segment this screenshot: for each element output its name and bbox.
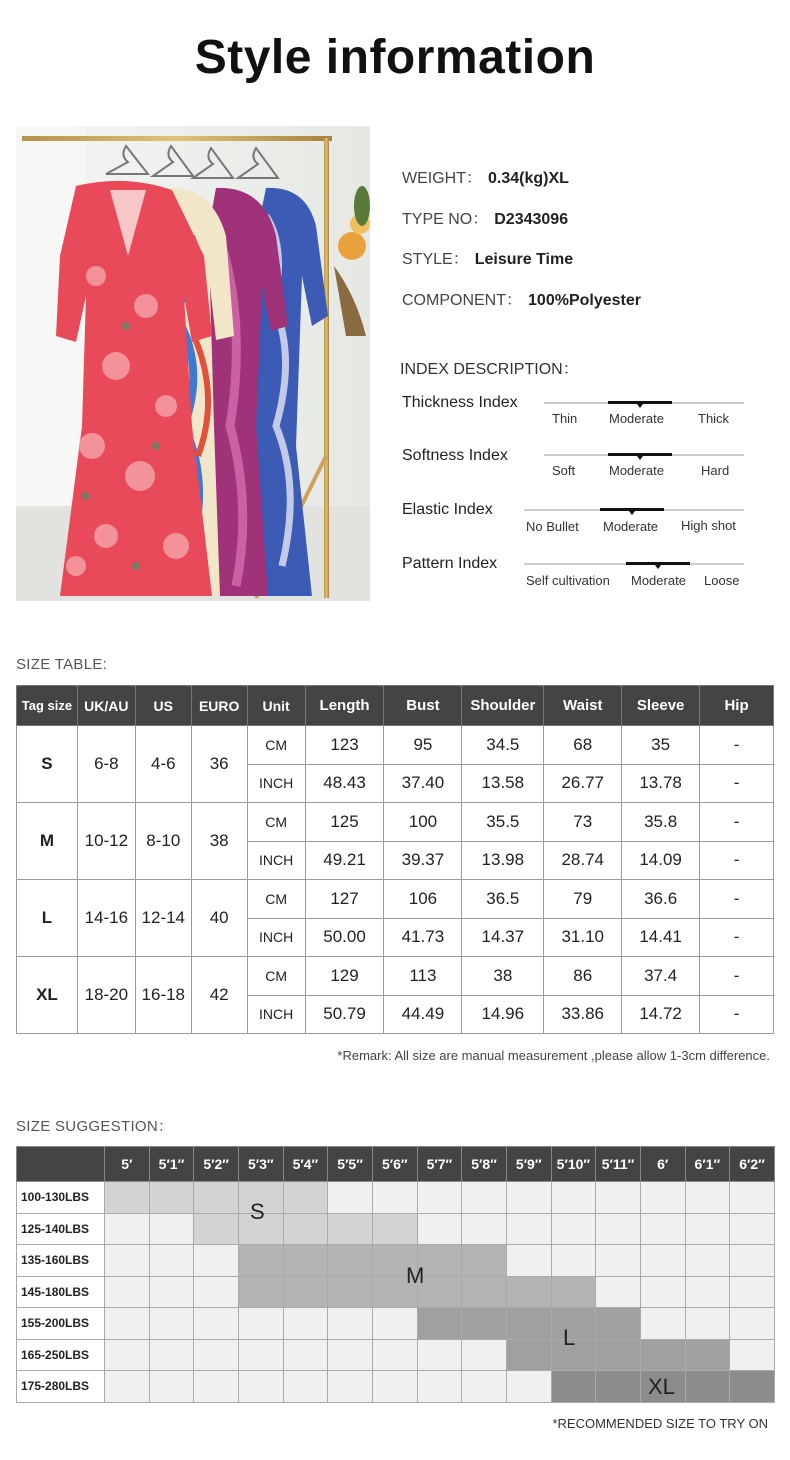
euro-cell: 36 <box>191 726 247 803</box>
size-cell-l <box>462 1308 507 1340</box>
size-cell-empty <box>551 1182 596 1214</box>
header-length: Length <box>305 686 384 726</box>
size-row-2-cm <box>17 880 774 919</box>
size-cell-empty <box>194 1308 239 1340</box>
height-header: 6′ <box>640 1147 685 1182</box>
size-cell-empty <box>372 1371 417 1403</box>
size-cell-s <box>194 1182 239 1214</box>
header-unit: Unit <box>247 686 305 726</box>
size-cell-empty <box>105 1339 150 1371</box>
dress-rack-illustration <box>16 126 370 601</box>
header-sleeve: Sleeve <box>622 686 700 726</box>
size-cell-empty <box>551 1245 596 1277</box>
shoulder-cell: 14.96 <box>462 995 544 1034</box>
size-cell-empty <box>328 1371 373 1403</box>
size-cell-empty <box>640 1245 685 1277</box>
size-cell-empty <box>194 1371 239 1403</box>
header-hip: Hip <box>700 686 774 726</box>
suggestion-row <box>17 1182 775 1214</box>
spec-type-no <box>402 206 568 229</box>
spec-style-value: Leisure Time <box>474 251 574 268</box>
height-header: 5′10″ <box>551 1147 596 1182</box>
size-zone-m-label: M <box>406 1263 425 1288</box>
height-header: 5′ <box>105 1147 150 1182</box>
height-header: 5′11″ <box>596 1147 641 1182</box>
size-cell-s <box>372 1213 417 1245</box>
hip-cell: - <box>700 880 774 919</box>
height-header: 5′8″ <box>462 1147 507 1182</box>
length-cell: 50.79 <box>305 995 384 1034</box>
size-cell-empty <box>105 1245 150 1277</box>
size-table <box>16 685 774 1034</box>
header-shoulder: Shoulder <box>462 686 544 726</box>
pattern-option-moderate: Moderate <box>631 573 686 588</box>
size-cell-m <box>238 1245 283 1277</box>
spec-style-label: STYLE： <box>402 251 469 268</box>
suggestion-row <box>17 1276 775 1308</box>
size-cell-s <box>105 1182 150 1214</box>
length-cell: 50.00 <box>305 918 384 957</box>
us-cell: 4-6 <box>135 726 191 803</box>
size-cell-m <box>506 1276 551 1308</box>
waist-cell: 73 <box>544 803 622 842</box>
header-tag-size: Tag size <box>17 686 78 726</box>
softness-option-soft: Soft <box>552 463 576 478</box>
unit-cell: INCH <box>247 995 305 1034</box>
size-cell-empty <box>730 1339 775 1371</box>
suggestion-row <box>17 1308 775 1340</box>
hip-cell: - <box>700 957 774 996</box>
size-cell-xl <box>551 1371 596 1403</box>
size-cell-empty <box>105 1371 150 1403</box>
height-header: 5′2″ <box>194 1147 239 1182</box>
elastic-option-no-bullet: No Bullet <box>526 519 579 534</box>
sleeve-cell: 35 <box>622 726 700 765</box>
unit-cell: CM <box>247 957 305 996</box>
size-cell-l <box>685 1339 730 1371</box>
shoulder-cell: 38 <box>462 957 544 996</box>
measurement-remark: *Remark: All size are manual measurement ,please allow 1-3cm difference. <box>337 1048 770 1063</box>
size-row-3-cm <box>17 957 774 996</box>
length-cell: 127 <box>305 880 384 919</box>
elastic-option-moderate: Moderate <box>603 519 658 534</box>
size-cell-empty <box>551 1213 596 1245</box>
unit-cell: CM <box>247 880 305 919</box>
size-cell-l <box>640 1339 685 1371</box>
spec-component-label: COMPONENT： <box>402 292 523 309</box>
size-cell-s <box>283 1182 328 1214</box>
size-cell-m <box>238 1276 283 1308</box>
thickness-index-name: Thickness Index <box>402 394 518 411</box>
suggestion-header-row <box>17 1147 775 1182</box>
waist-cell: 86 <box>544 957 622 996</box>
hip-cell: - <box>700 726 774 765</box>
size-cell-empty <box>730 1245 775 1277</box>
unit-cell: CM <box>247 726 305 765</box>
page-title: Style information <box>194 31 596 84</box>
size-cell-empty <box>149 1308 194 1340</box>
elastic-pointer-icon <box>629 511 635 515</box>
length-cell: 49.21 <box>305 841 384 880</box>
shoulder-cell: 13.98 <box>462 841 544 880</box>
size-cell-m <box>283 1276 328 1308</box>
recommended-size-footnote: *RECOMMENDED SIZE TO TRY ON <box>552 1416 768 1431</box>
size-cell-s <box>283 1213 328 1245</box>
height-header: 5′9″ <box>506 1147 551 1182</box>
softness-option-moderate: Moderate <box>609 463 664 478</box>
size-cell-s <box>194 1213 239 1245</box>
size-cell-empty <box>283 1339 328 1371</box>
size-cell-xl <box>596 1371 641 1403</box>
height-header: 6′1″ <box>685 1147 730 1182</box>
size-table-label: SIZE TABLE: <box>16 656 108 673</box>
size-cell-empty <box>372 1182 417 1214</box>
size-cell-empty <box>640 1308 685 1340</box>
thickness-pointer-icon <box>637 404 643 408</box>
hip-cell: - <box>700 918 774 957</box>
spec-type-no-label: TYPE NO： <box>402 211 489 228</box>
size-cell-empty <box>596 1213 641 1245</box>
shoulder-cell: 14.37 <box>462 918 544 957</box>
size-cell-empty <box>149 1245 194 1277</box>
pattern-option-self-cultivation: Self cultivation <box>526 573 610 588</box>
euro-cell: 40 <box>191 880 247 957</box>
size-cell-empty <box>149 1276 194 1308</box>
size-tag-cell: L <box>17 880 78 957</box>
weight-label: 145-180LBS <box>17 1276 105 1308</box>
size-cell-empty <box>328 1339 373 1371</box>
elastic-index-name: Elastic Index <box>402 501 493 518</box>
size-cell-empty <box>640 1213 685 1245</box>
spec-type-no-value: D2343096 <box>494 211 569 228</box>
weight-label: 175-280LBS <box>17 1371 105 1403</box>
size-cell-empty <box>283 1308 328 1340</box>
shoulder-cell: 36.5 <box>462 880 544 919</box>
size-cell-s <box>149 1182 194 1214</box>
size-cell-empty <box>730 1308 775 1340</box>
header-euro: EURO <box>191 686 247 726</box>
uk-au-cell: 10-12 <box>77 803 135 880</box>
bust-cell: 106 <box>384 880 462 919</box>
waist-cell: 28.74 <box>544 841 622 880</box>
thickness-index <box>400 394 750 434</box>
height-header: 5′6″ <box>372 1147 417 1182</box>
length-cell: 48.43 <box>305 764 384 803</box>
size-cell-empty <box>372 1339 417 1371</box>
size-cell-empty <box>506 1371 551 1403</box>
size-cell-empty <box>506 1245 551 1277</box>
size-cell-empty <box>730 1213 775 1245</box>
header-bust: Bust <box>384 686 462 726</box>
size-cell-empty <box>685 1308 730 1340</box>
size-cell-empty <box>149 1213 194 1245</box>
size-cell-xl <box>730 1371 775 1403</box>
pattern-option-loose: Loose <box>704 573 740 588</box>
size-cell-s <box>328 1213 373 1245</box>
weight-label: 125-140LBS <box>17 1213 105 1245</box>
size-row-1-cm <box>17 803 774 842</box>
weight-label: 155-200LBS <box>17 1308 105 1340</box>
uk-au-cell: 6-8 <box>77 726 135 803</box>
thickness-option-thin: Thin <box>552 411 578 426</box>
us-cell: 12-14 <box>135 880 191 957</box>
spec-component <box>402 287 641 310</box>
bust-cell: 95 <box>384 726 462 765</box>
size-zone-l-label: L <box>563 1325 576 1350</box>
size-cell-empty <box>194 1339 239 1371</box>
unit-cell: INCH <box>247 841 305 880</box>
size-cell-l <box>417 1308 462 1340</box>
height-header: 5′7″ <box>417 1147 462 1182</box>
sleeve-cell: 35.8 <box>622 803 700 842</box>
size-cell-empty <box>506 1213 551 1245</box>
us-cell: 8-10 <box>135 803 191 880</box>
softness-option-hard: Hard <box>701 463 730 478</box>
size-cell-empty <box>105 1276 150 1308</box>
bust-cell: 39.37 <box>384 841 462 880</box>
size-cell-xl <box>685 1371 730 1403</box>
size-cell-m <box>551 1276 596 1308</box>
waist-cell: 68 <box>544 726 622 765</box>
sleeve-cell: 14.72 <box>622 995 700 1034</box>
size-cell-empty <box>194 1276 239 1308</box>
size-cell-empty <box>238 1339 283 1371</box>
size-cell-empty <box>730 1276 775 1308</box>
size-cell-empty <box>372 1308 417 1340</box>
size-cell-empty <box>238 1308 283 1340</box>
size-cell-empty <box>417 1371 462 1403</box>
size-cell-empty <box>328 1182 373 1214</box>
uk-au-cell: 18-20 <box>77 957 135 1034</box>
spec-component-value: 100%Polyester <box>528 292 641 309</box>
spec-weight <box>402 165 569 188</box>
size-cell-l <box>596 1308 641 1340</box>
size-cell-empty <box>462 1371 507 1403</box>
sleeve-cell: 14.09 <box>622 841 700 880</box>
sleeve-cell: 13.78 <box>622 764 700 803</box>
size-cell-empty <box>105 1213 150 1245</box>
size-cell-m <box>283 1245 328 1277</box>
shoulder-cell: 13.58 <box>462 764 544 803</box>
elastic-option-high-shot: High shot <box>681 518 736 533</box>
size-tag-cell: M <box>17 803 78 880</box>
size-cell-l <box>596 1339 641 1371</box>
euro-cell: 38 <box>191 803 247 880</box>
unit-cell: CM <box>247 803 305 842</box>
size-cell-empty <box>417 1339 462 1371</box>
size-cell-empty <box>640 1276 685 1308</box>
index-description-heading: INDEX DESCRIPTION： <box>400 361 579 378</box>
bust-cell: 100 <box>384 803 462 842</box>
height-header: 5′5″ <box>328 1147 373 1182</box>
size-cell-m <box>328 1276 373 1308</box>
size-cell-empty <box>328 1308 373 1340</box>
size-cell-m <box>328 1245 373 1277</box>
suggestion-row <box>17 1245 775 1277</box>
hip-cell: - <box>700 995 774 1034</box>
size-cell-empty <box>194 1245 239 1277</box>
suggestion-row <box>17 1213 775 1245</box>
waist-cell: 79 <box>544 880 622 919</box>
hip-cell: - <box>700 841 774 880</box>
size-cell-l <box>506 1308 551 1340</box>
size-cell-empty <box>283 1371 328 1403</box>
bust-cell: 41.73 <box>384 918 462 957</box>
suggestion-row <box>17 1339 775 1371</box>
weight-label: 135-160LBS <box>17 1245 105 1277</box>
product-photo <box>16 126 370 601</box>
size-cell-empty <box>149 1339 194 1371</box>
size-cell-empty <box>596 1245 641 1277</box>
size-cell-empty <box>238 1371 283 1403</box>
size-cell-empty <box>462 1213 507 1245</box>
softness-pointer-icon <box>637 456 643 460</box>
length-cell: 129 <box>305 957 384 996</box>
size-cell-empty <box>730 1182 775 1214</box>
shoulder-cell: 34.5 <box>462 726 544 765</box>
softness-index-name: Softness Index <box>402 447 508 464</box>
suggestion-corner-cell <box>17 1147 105 1182</box>
sleeve-cell: 37.4 <box>622 957 700 996</box>
size-cell-empty <box>105 1308 150 1340</box>
waist-cell: 33.86 <box>544 995 622 1034</box>
waist-cell: 26.77 <box>544 764 622 803</box>
hip-cell: - <box>700 764 774 803</box>
pattern-index <box>400 555 750 595</box>
size-cell-empty <box>462 1339 507 1371</box>
elastic-index <box>400 501 750 541</box>
height-header: 5′4″ <box>283 1147 328 1182</box>
sleeve-cell: 36.6 <box>622 880 700 919</box>
bust-cell: 44.49 <box>384 995 462 1034</box>
pattern-pointer-icon <box>655 565 661 569</box>
uk-au-cell: 14-16 <box>77 880 135 957</box>
size-suggestion-table <box>16 1146 775 1403</box>
height-header: 6′2″ <box>730 1147 775 1182</box>
spec-style <box>402 246 573 269</box>
weight-label: 100-130LBS <box>17 1182 105 1214</box>
header-waist: Waist <box>544 686 622 726</box>
sleeve-cell: 14.41 <box>622 918 700 957</box>
softness-index <box>400 447 750 487</box>
unit-cell: INCH <box>247 918 305 957</box>
hip-cell: - <box>700 803 774 842</box>
header-uk-au: UK/AU <box>77 686 135 726</box>
size-cell-empty <box>596 1182 641 1214</box>
size-tag-cell: XL <box>17 957 78 1034</box>
unit-cell: INCH <box>247 764 305 803</box>
spec-weight-value: 0.34(kg)XL <box>488 170 569 187</box>
size-cell-empty <box>685 1276 730 1308</box>
size-tag-cell: S <box>17 726 78 803</box>
shoulder-cell: 35.5 <box>462 803 544 842</box>
waist-cell: 31.10 <box>544 918 622 957</box>
spec-weight-label: WEIGHT： <box>402 170 482 187</box>
bust-cell: 113 <box>384 957 462 996</box>
size-cell-l <box>506 1339 551 1371</box>
size-table-header-row <box>17 686 774 726</box>
size-cell-empty <box>685 1245 730 1277</box>
size-suggestion-label: SIZE SUGGESTION： <box>16 1118 174 1135</box>
size-cell-empty <box>462 1182 507 1214</box>
thickness-option-thick: Thick <box>698 411 730 426</box>
height-header: 5′3″ <box>238 1147 283 1182</box>
size-cell-empty <box>417 1213 462 1245</box>
size-cell-m <box>462 1276 507 1308</box>
length-cell: 123 <box>305 726 384 765</box>
thickness-option-moderate: Moderate <box>609 411 664 426</box>
size-row-0-cm <box>17 726 774 765</box>
size-zone-s-label: S <box>250 1199 265 1224</box>
size-cell-empty <box>149 1371 194 1403</box>
size-cell-empty <box>506 1182 551 1214</box>
bust-cell: 37.40 <box>384 764 462 803</box>
size-cell-empty <box>417 1182 462 1214</box>
size-zone-xl-label: XL <box>648 1374 675 1399</box>
weight-label: 165-250LBS <box>17 1339 105 1371</box>
size-cell-empty <box>685 1213 730 1245</box>
size-cell-m <box>462 1245 507 1277</box>
euro-cell: 42 <box>191 957 247 1034</box>
size-cell-empty <box>640 1182 685 1214</box>
header-us: US <box>135 686 191 726</box>
us-cell: 16-18 <box>135 957 191 1034</box>
size-cell-empty <box>685 1182 730 1214</box>
length-cell: 125 <box>305 803 384 842</box>
pattern-index-name: Pattern Index <box>402 555 498 572</box>
size-cell-empty <box>596 1276 641 1308</box>
height-header: 5′1″ <box>149 1147 194 1182</box>
